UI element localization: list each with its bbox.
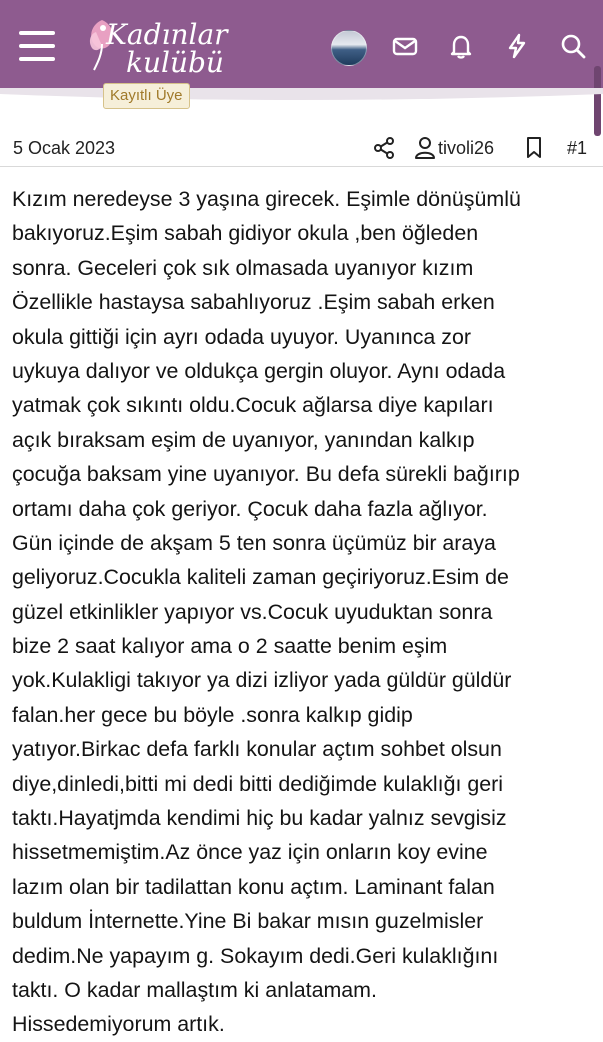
post-text-line: dedim.Ne yapayım g. Sokayım dedi.Geri kulaklığını	[12, 943, 499, 968]
post-text-line: güzel etkinlikler yapıyor vs.Cocuk uyuduktan sonra	[12, 599, 493, 624]
post-meta-bar	[0, 130, 603, 166]
top-navigation-bar	[0, 0, 603, 88]
post-text-line: yok.Kulakligi takıyor ya dizi izliyor yada güldür güldür	[12, 668, 512, 693]
search-icon[interactable]	[558, 31, 588, 61]
bolt-icon[interactable]	[502, 31, 532, 61]
post-body	[12, 182, 596, 1042]
post-text-line: ortamı daha çok geriyor. Çocuk daha fazla ağlıyor.	[12, 496, 488, 521]
meta-divider	[0, 166, 603, 167]
hamburger-icon[interactable]	[19, 31, 55, 63]
post-text-line: yatmak çok sıkıntı oldu.Cocuk ağlarsa diye kapıları	[12, 393, 494, 418]
post-text-line: falan.her gece bu böyle .sonra kalkıp gidip	[12, 702, 413, 727]
post-text-line: Gün içinde de akşam 5 ten sonra üçümüz bir araya	[12, 530, 496, 555]
post-text-line: çocuğa baksam yine uyanıyor. Bu defa sürekli bağırıp	[12, 462, 520, 487]
post-text-line: hissetmemiştim.Az önce yaz için onların koy evine	[12, 840, 488, 865]
post-date[interactable]: 5 Ocak 2023	[13, 138, 116, 158]
post-text-line: okula gittiği için ayrı odada uyuyor. Uyanınca zor	[12, 324, 471, 349]
mail-icon[interactable]	[390, 31, 420, 61]
share-icon[interactable]	[372, 136, 396, 160]
post-text-line: bakıyoruz.Eşim sabah gidiyor okula ,ben öğleden	[12, 221, 479, 246]
user-icon	[414, 136, 436, 160]
post-author[interactable]: tivoli26	[438, 138, 495, 158]
post-text-line: sonra. Geceleri çok sık olmasada uyanıyor kızım	[12, 255, 474, 280]
post-text-line: Özellikle hastaysa sabahlıyoruz .Eşim sabah erken	[12, 290, 495, 315]
post-text-line: uykuya dalıyor ve oldukça gergin oluyor. Aynı odada	[12, 358, 506, 383]
user-avatar[interactable]	[331, 30, 367, 66]
post-text-line: Kızım neredeyse 3 yaşına girecek. Eşimle dönüşümlü	[12, 187, 521, 211]
post-number[interactable]: #1	[567, 138, 588, 158]
logo-text-line1: Kadınlar	[106, 18, 228, 51]
post-text-line: bize 2 saat kalıyor ama o 2 saatte benim eşim	[12, 634, 448, 659]
post-text-line: taktı. O kadar mallaştım ki anlatamam.	[12, 977, 377, 1002]
post-text-line: taktı.Hayatjmda kendimi hiç bu kadar yalnız sevgisiz	[12, 806, 507, 831]
post-text-line: buldum İnternette.Yine Bi bakar mısın guzelmisler	[12, 909, 484, 934]
header-shadow-divider	[0, 88, 603, 102]
site-logo[interactable]	[80, 10, 260, 80]
user-role-badge: Kayıtlı Üye	[103, 83, 190, 109]
post-text-line: geliyoruz.Cocukla kaliteli zaman geçiriyoruz.Esim de	[12, 565, 509, 590]
bookmark-icon[interactable]	[524, 136, 544, 160]
logo-text-line2: kulübü	[126, 46, 224, 79]
post-text-line: açık bıraksam eşim de uyanıyor, yanından kalkıp	[12, 427, 475, 452]
bell-icon[interactable]	[446, 31, 476, 61]
post-text-line: lazım olan bir tadilattan konu açtım. Laminant falan	[12, 874, 495, 899]
post-text-line: yatıyor.Birkac defa farklı konular açtım sohbet olsun	[12, 737, 502, 762]
post-text-line: diye,dinledi,bitti mi dedi bitti dediğimde kulaklığı geri	[12, 771, 504, 796]
post-text-line: Hissedemiyorum artık.	[12, 1012, 225, 1037]
